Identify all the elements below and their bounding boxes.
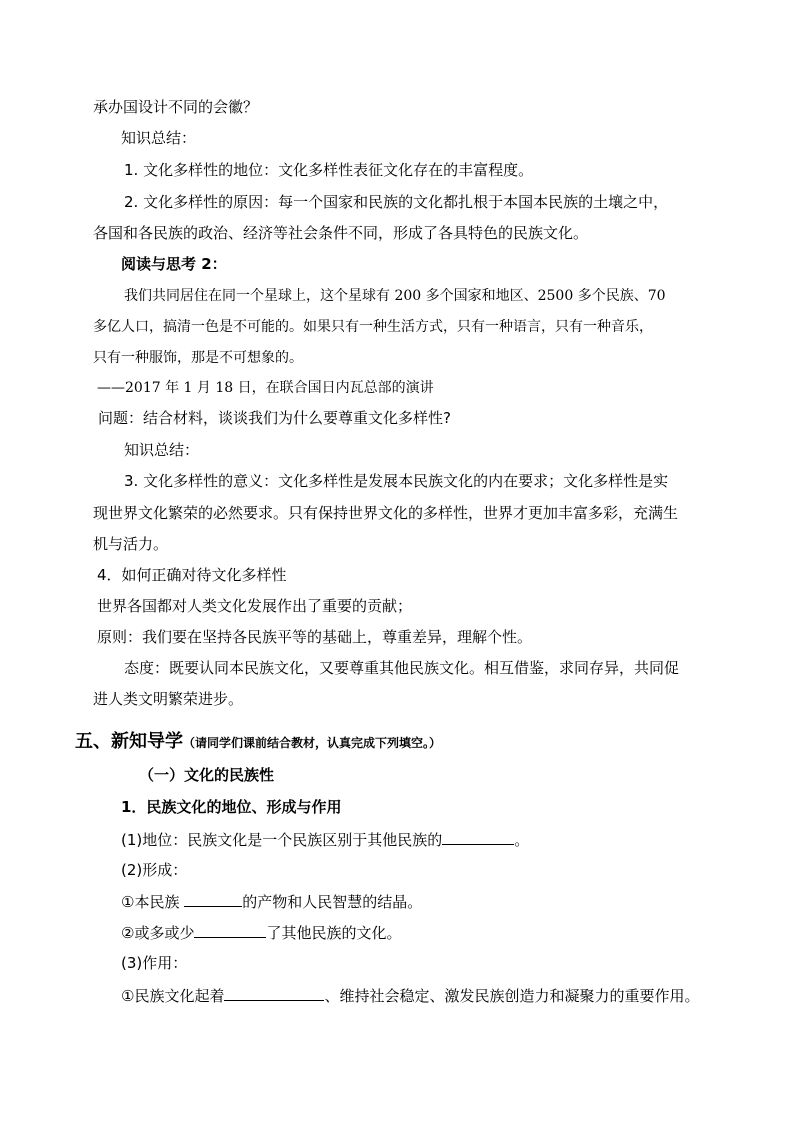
text-line: 知识总结： [124,441,200,459]
question-text: ①民族文化起着 [121,987,225,1005]
text-line: 各国和各民族的政治、经济等社会条件不同，形成了各具特色的民族文化。 [93,224,589,242]
text-line: 原则：我们要在坚持各民族平等的基础上，尊重差异，理解个性。 [97,628,533,646]
question-text: 的产物和人民智慧的结晶。 [242,893,423,911]
fill-blank-question [121,985,699,1006]
section-heading: 阅读与思考 2： [121,255,227,273]
quote-source: ——2017 年 1 月 18 日，在联合国日内瓦总部的演讲 [97,380,434,396]
section-five-heading [75,730,441,755]
answer-blank[interactable] [194,922,266,938]
text-line: (2)形成： [121,861,188,879]
answer-blank[interactable] [224,985,324,1001]
section-five-note: （请同学们课前结合教材，认真完成下列填空。） [183,736,442,750]
text-line: 态度：既要认同本民族文化，又要尊重其他民族文化。相互借鉴，求同存异，共同促 [124,659,680,677]
question-text: (1)地位：民族文化是一个民族区别于其他民族的 [121,831,443,849]
subsection-heading: 1．民族文化的地位、形成与作用 [121,798,342,816]
question-line: 问题：结合材料，谈谈我们为什么要尊重文化多样性? [98,409,451,427]
text-line: 3. 文化多样性的意义：文化多样性是发展本民族文化的内在要求；文化多样性是实 [124,472,669,490]
question-text: ①本民族 [121,893,185,911]
fill-blank-question [121,891,422,912]
text-line: 1. 文化多样性的地位：文化多样性表征文化存在的丰富程度。 [124,161,534,179]
question-text: 。 [514,831,530,849]
quote-line: 多亿人口，搞清一色是不可能的。如果只有一种生活方式，只有一种语言，只有一种音乐， [93,319,653,335]
text-line: 知识总结： [121,129,197,147]
quote-line: 我们共同居住在同一个星球上，这个星球有 200 多个国家和地区、2500 多个民族、70 [124,288,666,304]
question-text: 了其他民族的文化。 [266,924,402,942]
answer-blank[interactable] [184,891,242,907]
quote-line: 只有一种服饰，那是不可想象的。 [93,350,303,366]
subsection-heading: （一）文化的民族性 [139,766,275,784]
question-text: 、维持社会稳定、激发民族创造力和凝聚力的重要作用。 [324,987,700,1005]
text-line: (3)作用： [121,954,188,972]
text-line: 2. 文化多样性的原因：每一个国家和民族的文化都扎根于本国本民族的土壤之中， [124,193,669,211]
text-line: 机与活力。 [93,535,169,553]
text-line: 进人类文明繁荣进步。 [93,690,244,708]
text-line: 现世界文化繁荣的必然要求。只有保持世界文化的多样性，世界才更加丰富多彩，充满生 [93,504,679,522]
question-text: ②或多或少 [121,924,195,942]
answer-blank[interactable] [442,829,514,845]
text-line: 世界各国都对人类文化发展作出了重要的贡献； [97,597,413,615]
section-five-title: 五、新知导学 [75,731,183,752]
fill-blank-question [121,829,529,850]
text-line: 4．如何正确对待文化多样性 [97,566,287,584]
fill-blank-question [121,922,401,943]
text-line: 承办国设计不同的会徽？ [93,98,259,116]
